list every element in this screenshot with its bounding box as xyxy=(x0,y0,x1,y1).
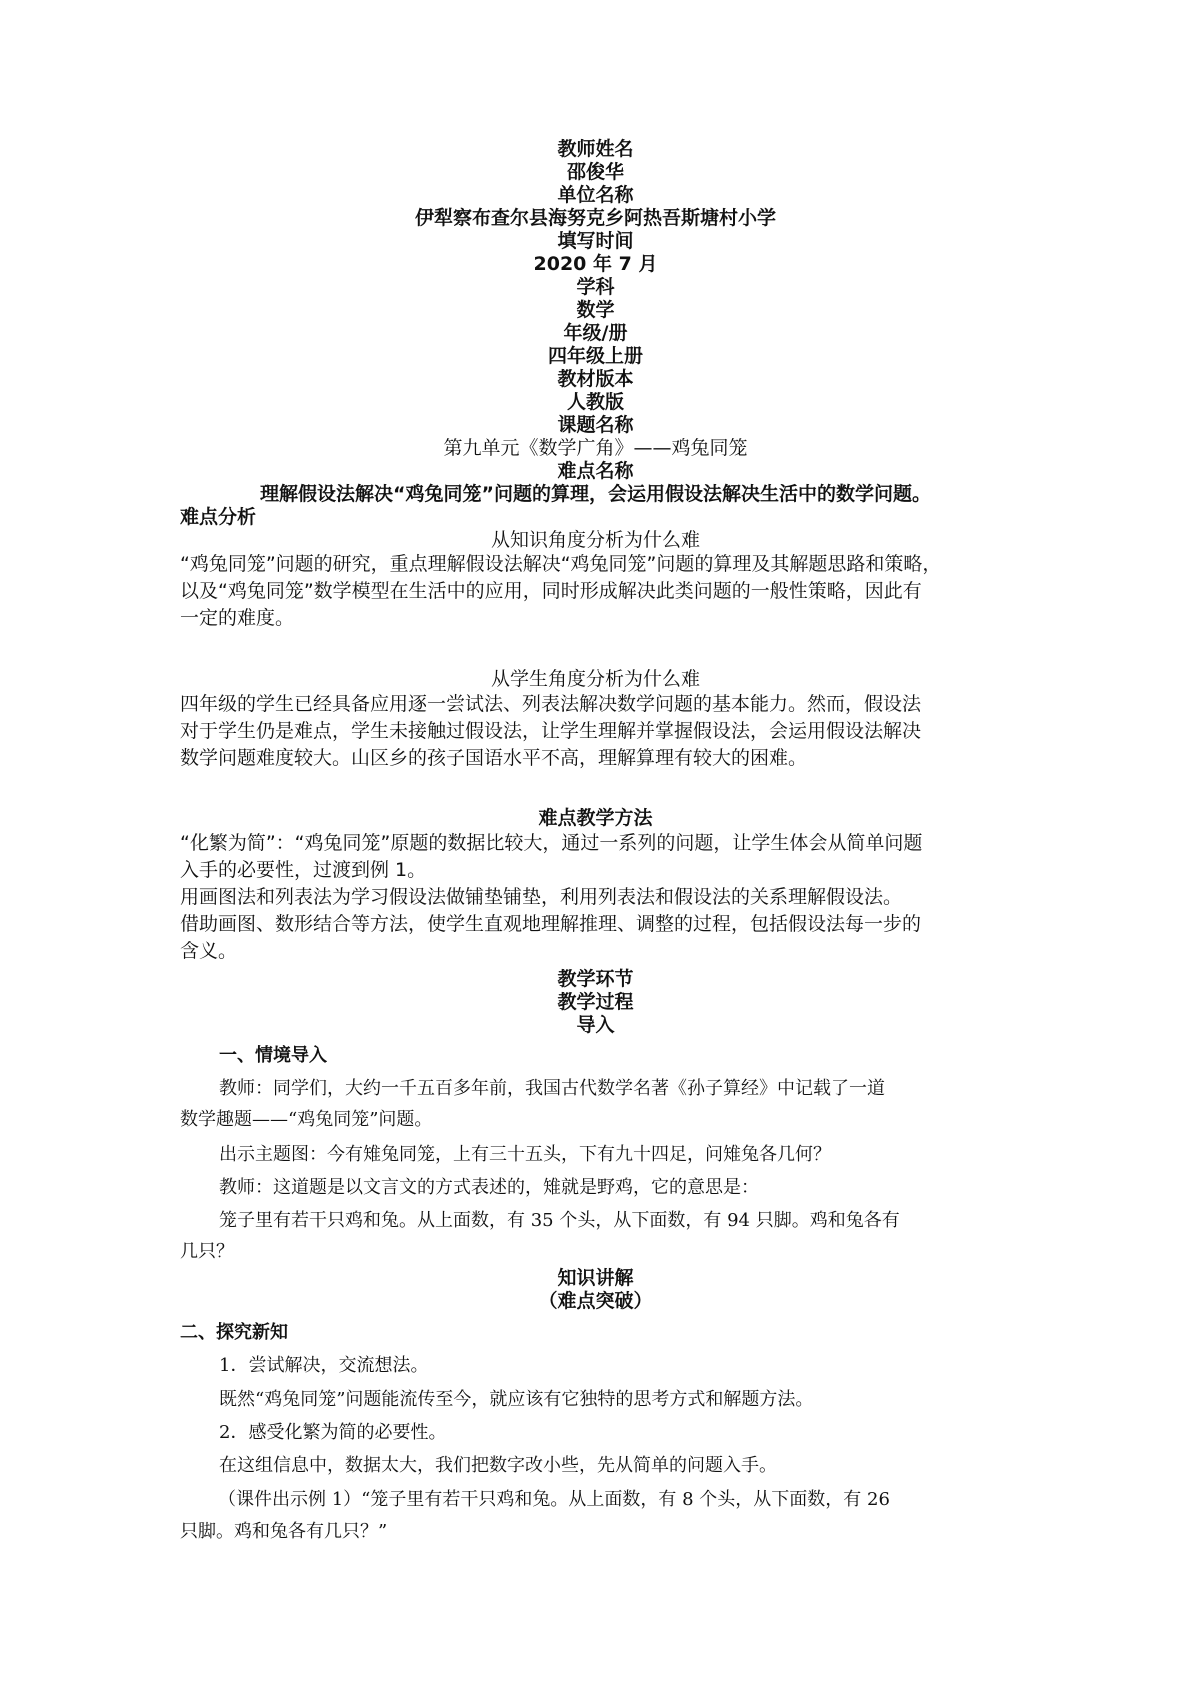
knowledge-line: 一定的难度。 xyxy=(180,607,295,629)
intro-line: 笼子里有若干只鸡和兔。从上面数，有 35 个头，从下面数，有 94 只脚。鸡和兔各有 xyxy=(219,1210,900,1231)
method-line: 用画图法和列表法为学习假设法做铺垫铺垫，利用列表法和假设法的关系理解假设法。 xyxy=(180,886,903,908)
subject-label: 学科 xyxy=(576,276,615,298)
intro-label: 导入 xyxy=(576,1014,615,1036)
method-line: 借助画图、数形结合等方法，使学生直观地理解推理、调整的过程，包括假设法每一步的 xyxy=(180,913,922,935)
difficulty-value: 理解假设法解决“鸡兔同笼”问题的算理，会运用假设法解决生活中的数学问题。 xyxy=(260,483,931,505)
intro-line: 数学趣题——“鸡兔同笼”问题。 xyxy=(180,1109,433,1130)
explore-line: 既然“鸡兔同笼”问题能流传至今，就应该有它独特的思考方式和解题方法。 xyxy=(219,1389,814,1410)
unit-name: 伊犁察布查尔县海努克乡阿热吾斯塘村小学 xyxy=(414,207,776,229)
edition-value: 人教版 xyxy=(566,391,624,413)
grade-label: 年级/册 xyxy=(563,322,628,344)
date-value: 2020 年 7 月 xyxy=(533,253,658,275)
unit-label: 单位名称 xyxy=(557,184,634,206)
intro-line: 几只？ xyxy=(180,1241,234,1262)
explore-line: 2．感受化繁为简的必要性。 xyxy=(219,1422,447,1443)
grade-value: 四年级上册 xyxy=(547,345,643,367)
knowledge-label: 知识讲解 xyxy=(557,1267,634,1289)
knowledge-line: “鸡兔同笼”问题的研究，重点理解假设法解决“鸡兔同笼”问题的算理及其解题思路和策略， xyxy=(180,553,942,575)
teacher-label: 教师姓名 xyxy=(557,138,634,160)
method-heading: 难点教学方法 xyxy=(538,807,653,829)
student-line: 数学问题难度较大。山区乡的孩子国语水平不高，理解算理有较大的困难。 xyxy=(180,747,808,769)
teacher-name: 邵俊华 xyxy=(566,161,624,183)
breakthrough-label: （难点突破） xyxy=(538,1290,653,1312)
intro-line: 教师：同学们，大约一千五百多年前，我国古代数学名著《孙子算经》中记载了一道 xyxy=(219,1078,885,1099)
student-line: 对于学生仍是难点，学生未接触过假设法，让学生理解并掌握假设法，会运用假设法解决 xyxy=(180,720,922,742)
intro-line: 教师：这道题是以文言文的方式表述的，雉就是野鸡，它的意思是： xyxy=(219,1177,759,1198)
topic-label: 课题名称 xyxy=(557,414,634,436)
difficulty-label: 难点名称 xyxy=(557,460,634,482)
knowledge-heading: 从知识角度分析为什么难 xyxy=(490,529,700,551)
date-label: 填写时间 xyxy=(557,230,634,252)
subject-value: 数学 xyxy=(576,299,615,321)
explore-line: 在这组信息中，数据太大，我们把数字改小些，先从简单的问题入手。 xyxy=(219,1455,777,1476)
intro-title: 一、情境导入 xyxy=(219,1045,327,1066)
edition-label: 教材版本 xyxy=(557,368,634,390)
method-line: 含义。 xyxy=(180,940,238,962)
explore-line: （课件出示例 1）“笼子里有若干只鸡和兔。从上面数，有 8 个头，从下面数，有 26 xyxy=(218,1489,890,1510)
intro-line: 出示主题图：今有雉兔同笼，上有三十五头，下有九十四足，问雉兔各几何？ xyxy=(219,1144,831,1165)
explore-title: 二、探究新知 xyxy=(180,1322,288,1343)
explore-line: 只脚。鸡和兔各有几只？” xyxy=(180,1521,388,1542)
topic-value: 第九单元《数学广角》——鸡兔同笼 xyxy=(443,437,748,459)
method-line: 入手的必要性，过渡到例 1。 xyxy=(180,859,427,881)
analysis-title: 难点分析 xyxy=(180,506,257,528)
student-heading: 从学生角度分析为什么难 xyxy=(490,668,700,690)
knowledge-line: 以及“鸡兔同笼”数学模型在生活中的应用，同时形成解决此类问题的一般性策略，因此有 xyxy=(180,580,922,602)
student-line: 四年级的学生已经具备应用逐一尝试法、列表法解决数学问题的基本能力。然而，假设法 xyxy=(180,693,922,715)
process-label: 教学过程 xyxy=(557,991,634,1013)
section-label: 教学环节 xyxy=(557,968,634,990)
method-line: “化繁为简”：“鸡兔同笼”原题的数据比较大，通过一系列的问题，让学生体会从简单问题 xyxy=(180,832,923,854)
explore-line: 1．尝试解决，交流想法。 xyxy=(219,1355,429,1376)
